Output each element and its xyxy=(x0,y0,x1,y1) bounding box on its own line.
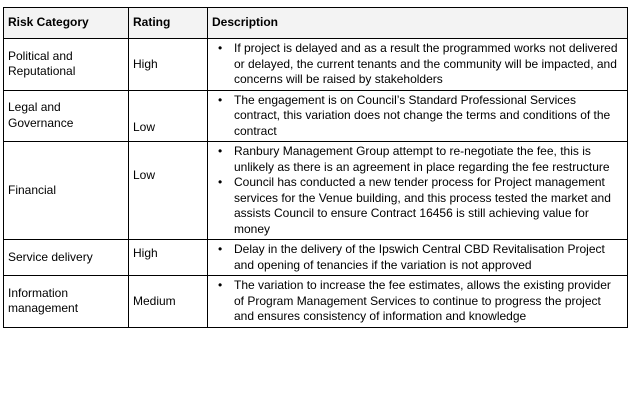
description-bullet: • If project is delayed and as a result the programmed works not delivered or delayed, the current tenants and the community will be impacted, and concerns will be raised by stakeholders xyxy=(212,41,623,88)
table-row xyxy=(4,39,628,91)
risk-category-cell: Legal and Governance xyxy=(4,90,129,142)
description-bullet: • Delay in the delivery of the Ipswich Central CBD Revitalisation Project and opening of tenancies if the variation is not approved xyxy=(212,242,623,273)
risk-category-cell: Financial xyxy=(4,142,129,240)
header-risk-category: Risk Category xyxy=(4,8,129,39)
risk-table xyxy=(3,7,628,328)
description-bullet: • Ranbury Management Group attempt to re-negotiate the fee, this is unlikely as there is an agreement in place regarding the fee restructure xyxy=(212,144,623,175)
description-cell xyxy=(208,90,628,142)
description-bullet: • The engagement is on Council’s Standard Professional Services contract, this variation does not change the terms and conditions of the contract xyxy=(212,93,623,140)
header-rating: Rating xyxy=(129,8,208,39)
header-description: Description xyxy=(208,8,628,39)
risk-category-cell: Political and Reputational xyxy=(4,39,129,91)
rating-cell: High xyxy=(129,240,208,276)
description-list xyxy=(212,278,623,325)
description-list xyxy=(212,93,623,140)
description-list xyxy=(212,41,623,88)
description-bullet: • The variation to increase the fee estimates, allows the existing provider of Program Management Services to continue to progress the project and ensures consistency of information and knowledge xyxy=(212,278,623,325)
description-list xyxy=(212,144,623,237)
description-cell xyxy=(208,142,628,240)
rating-cell: Low xyxy=(129,90,208,142)
description-list xyxy=(212,242,623,273)
table-row xyxy=(4,276,628,328)
rating-cell: Low xyxy=(129,142,208,240)
table-row xyxy=(4,90,628,142)
description-cell xyxy=(208,276,628,328)
description-cell xyxy=(208,240,628,276)
header-row xyxy=(4,8,628,39)
description-cell xyxy=(208,39,628,91)
rating-cell: High xyxy=(129,39,208,91)
table-row xyxy=(4,142,628,240)
risk-category-cell: Service delivery xyxy=(4,240,129,276)
risk-category-cell: Information management xyxy=(4,276,129,328)
table-row xyxy=(4,240,628,276)
description-bullet: • Council has conducted a new tender process for Project management services for the Venue building, and this process tested the market and assists Council to ensure Contract 16456 is still achieving value for money xyxy=(212,175,623,237)
rating-cell: Medium xyxy=(129,276,208,328)
